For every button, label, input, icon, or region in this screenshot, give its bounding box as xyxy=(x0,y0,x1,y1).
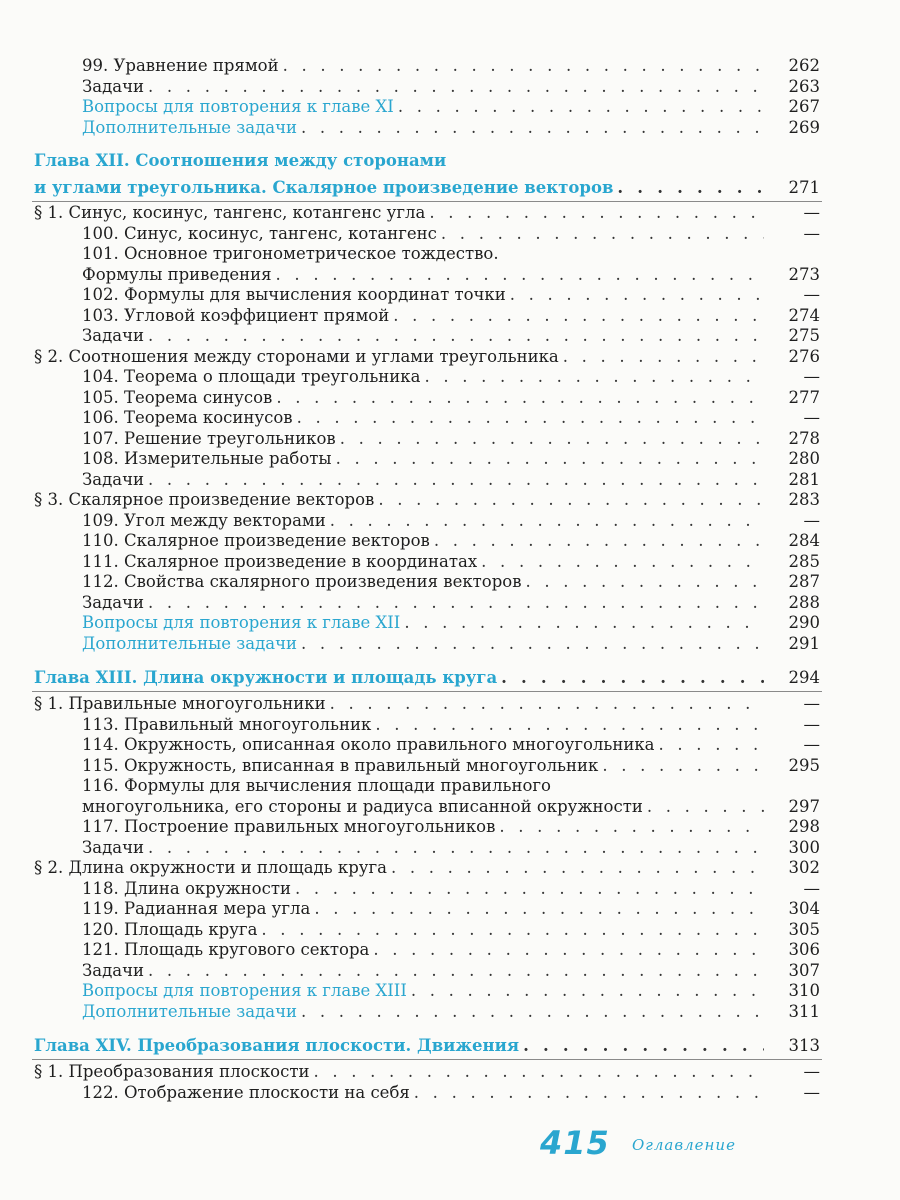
toc-entry-title: 121. Площадь кругового сектора xyxy=(82,940,370,959)
dot-leader xyxy=(295,879,764,899)
toc-entry-title: 115. Окружность, вписанная в правильный многоугольник xyxy=(82,755,599,775)
chapter-page: 313 xyxy=(788,1036,820,1055)
dot-leader xyxy=(617,178,764,198)
toc-entry-title: 111. Скалярное произведение в координатах xyxy=(82,551,478,571)
toc-entry xyxy=(82,715,820,735)
toc-entry-page: 273 xyxy=(788,264,820,284)
toc-entry xyxy=(82,920,820,940)
chapter-page: 294 xyxy=(788,668,820,687)
dot-leader xyxy=(261,920,764,940)
toc-entry-page: 290 xyxy=(788,613,820,632)
toc-entry xyxy=(82,899,820,919)
dot-leader xyxy=(563,347,764,367)
dot-leader xyxy=(301,634,764,654)
toc-entry-title: 118. Длина окружности xyxy=(82,878,291,898)
dot-leader xyxy=(375,715,764,735)
toc-entry xyxy=(82,572,820,592)
chapter-page: 271 xyxy=(788,178,820,197)
toc-entry xyxy=(82,449,820,469)
chapter-title: Глава XIV. Преобразования плоскости. Движения xyxy=(34,1036,520,1055)
toc-entry-title: Вопросы для повторения к главе XIII xyxy=(82,981,407,1000)
running-title: Оглавление xyxy=(632,1136,736,1154)
toc-entry xyxy=(82,306,820,326)
toc-chapter-heading xyxy=(34,1036,820,1056)
dot-leader xyxy=(148,593,764,613)
toc-entry xyxy=(82,531,820,551)
toc-entry-page: 306 xyxy=(788,940,820,959)
toc-entry xyxy=(82,367,820,387)
toc-section-entry xyxy=(34,490,820,510)
chapter-title-line: Глава XII. Соотношения между сторонами xyxy=(34,151,447,170)
dot-leader xyxy=(283,56,764,76)
toc-entry xyxy=(82,326,820,346)
toc-entry-page: 263 xyxy=(788,76,820,96)
dot-leader xyxy=(276,265,764,285)
chapter-title: Глава XIII. Длина окружности и площадь круга xyxy=(34,668,498,687)
toc-entry-page: 295 xyxy=(788,755,820,775)
toc-entry-title: 116. Формулы для вычисления площади правильного xyxy=(82,776,551,795)
dot-leader xyxy=(373,940,764,960)
toc-entry-page: — xyxy=(803,203,820,222)
toc-entry-title: 108. Измерительные работы xyxy=(82,449,332,468)
toc-entry xyxy=(82,940,820,960)
toc-entry-title: 119. Радианная мера угла xyxy=(82,899,311,918)
toc-entry xyxy=(82,118,820,138)
toc-entry-title: 105. Теорема синусов xyxy=(82,387,273,407)
toc-entry xyxy=(82,265,820,285)
toc-entry xyxy=(82,961,820,981)
dot-leader xyxy=(301,118,764,138)
dot-leader xyxy=(523,1036,764,1056)
toc-entry-page: 276 xyxy=(788,346,820,366)
dot-leader xyxy=(434,531,764,551)
dot-leader xyxy=(481,552,764,572)
dot-leader xyxy=(148,326,764,346)
toc-section-entry xyxy=(34,694,820,714)
toc-entry xyxy=(82,388,820,408)
dot-leader xyxy=(313,1062,764,1082)
dot-leader xyxy=(301,1002,764,1022)
toc-chapter-heading xyxy=(34,668,820,688)
dot-leader xyxy=(429,203,764,223)
dot-leader xyxy=(414,1083,764,1103)
toc-entry xyxy=(82,613,820,633)
toc-entry-title: Вопросы для повторения к главе XII xyxy=(82,613,401,632)
toc-entry-page: — xyxy=(803,878,820,898)
toc-entry xyxy=(82,1083,820,1103)
toc-entry xyxy=(82,756,820,776)
toc-entry-title: Дополнительные задачи xyxy=(82,633,297,653)
toc-entry xyxy=(82,879,820,899)
dot-leader xyxy=(276,388,764,408)
dot-leader xyxy=(602,756,764,776)
toc-entry-title: 99. Уравнение прямой xyxy=(82,56,279,75)
dot-leader xyxy=(647,797,764,817)
toc-entry-page: 310 xyxy=(788,981,820,1000)
dot-leader xyxy=(659,735,764,755)
toc-entry-page: 302 xyxy=(788,858,820,877)
chapter-divider xyxy=(32,691,822,692)
toc-entry-title: 106. Теорема косинусов xyxy=(82,408,293,427)
chapter-title: и углами треугольника. Скалярное произведение векторов xyxy=(34,178,614,197)
toc-entry-page: 281 xyxy=(788,469,820,489)
toc-entry-title: § 2. Соотношения между сторонами и углами треугольника xyxy=(34,346,559,366)
toc-entry-title: 101. Основное тригонометрическое тождество. xyxy=(82,244,499,263)
toc-section-entry xyxy=(34,1062,820,1082)
dot-leader xyxy=(330,694,764,714)
toc-entry xyxy=(82,776,820,796)
toc-entry xyxy=(82,56,820,76)
dot-leader xyxy=(148,838,764,858)
toc-entry-title: Дополнительные задачи xyxy=(82,1001,297,1021)
toc-section-entry xyxy=(34,347,820,367)
dot-leader xyxy=(340,429,764,449)
toc-entry-page: 297 xyxy=(788,796,820,816)
toc-entry-page: 304 xyxy=(788,899,820,918)
toc-entry-title: 109. Угол между векторами xyxy=(82,510,326,530)
dot-leader xyxy=(378,490,764,510)
toc-entry-title: 112. Свойства скалярного произведения векторов xyxy=(82,572,522,591)
toc-entry xyxy=(82,593,820,613)
toc-entry xyxy=(82,634,820,654)
toc-entry xyxy=(82,981,820,1001)
toc-entry-page: — xyxy=(803,694,820,713)
toc-entry xyxy=(82,77,820,97)
toc-entry-page: 298 xyxy=(788,817,820,836)
toc-entry-title: § 3. Скалярное произведение векторов xyxy=(34,490,375,509)
dot-leader xyxy=(499,817,764,837)
toc-entry-title: Формулы приведения xyxy=(82,264,272,284)
toc-entry-page: 307 xyxy=(788,960,820,980)
toc-entry xyxy=(82,408,820,428)
chapter-divider xyxy=(32,1059,822,1060)
toc-entry-page: — xyxy=(803,408,820,427)
dot-leader xyxy=(148,77,764,97)
toc-entry xyxy=(82,244,820,264)
toc-entry-title: 107. Решение треугольников xyxy=(82,428,336,448)
dot-leader xyxy=(314,899,764,919)
dot-leader xyxy=(336,449,764,469)
toc-entry-page: 280 xyxy=(788,449,820,468)
toc-entry-page: — xyxy=(803,1062,820,1081)
toc-section-entry xyxy=(34,858,820,878)
dot-leader xyxy=(297,408,764,428)
page-number: 415 xyxy=(540,1124,610,1162)
dot-leader xyxy=(330,511,764,531)
toc-entry-title: 110. Скалярное произведение векторов xyxy=(82,531,430,550)
toc-entry-title: Задачи xyxy=(82,469,145,489)
toc-entry-title: Задачи xyxy=(82,960,145,980)
toc-entry-page: 284 xyxy=(788,531,820,550)
toc-entry-title: Задачи xyxy=(82,326,145,345)
toc-entry-title: 120. Площадь круга xyxy=(82,919,258,939)
toc-entry-title: 102. Формулы для вычисления координат точки xyxy=(82,285,506,304)
dot-leader xyxy=(391,858,764,878)
toc-entry-page: 283 xyxy=(788,490,820,509)
toc-entry-title: § 1. Преобразования плоскости xyxy=(34,1062,310,1081)
toc-entry-page: 291 xyxy=(788,633,820,653)
toc-entry-page: 274 xyxy=(788,305,820,325)
dot-leader xyxy=(501,668,764,688)
toc-entry xyxy=(82,817,820,837)
toc-entry xyxy=(82,797,820,817)
toc-section-entry xyxy=(34,203,820,223)
toc-entry xyxy=(82,429,820,449)
toc-entry-title: 113. Правильный многоугольник xyxy=(82,714,372,734)
toc-entry-title: 117. Построение правильных многоугольников xyxy=(82,817,496,836)
dot-leader xyxy=(398,97,764,117)
dot-leader xyxy=(411,981,764,1001)
toc-entry-page: 305 xyxy=(788,919,820,939)
dot-leader xyxy=(148,470,764,490)
toc-entry-title: Дополнительные задачи xyxy=(82,117,297,137)
dot-leader xyxy=(393,306,764,326)
toc-entry-page: — xyxy=(803,510,820,530)
dot-leader xyxy=(404,613,764,633)
toc-entry-title: Задачи xyxy=(82,837,145,857)
toc-entry xyxy=(82,838,820,858)
toc-entry-page: 262 xyxy=(788,56,820,75)
toc-entry-page: 285 xyxy=(788,551,820,571)
dot-leader xyxy=(526,572,765,592)
toc-entry xyxy=(82,224,820,244)
toc-entry-title: 104. Теорема о площади треугольника xyxy=(82,367,421,386)
toc-entry-page: 300 xyxy=(788,837,820,857)
chapter-divider xyxy=(32,201,822,202)
toc-entry-title: многоугольника, его стороны и радиуса вписанной окружности xyxy=(82,796,643,816)
toc-entry-page: 267 xyxy=(788,97,820,116)
toc-entry xyxy=(82,97,820,117)
toc-entry-title: § 2. Длина окружности и площадь круга xyxy=(34,858,387,877)
toc-entry-page: 269 xyxy=(788,117,820,137)
toc-entry-title: Задачи xyxy=(82,592,145,612)
toc-entry-page: — xyxy=(803,223,820,243)
toc-entry-title: 114. Окружность, описанная около правильного многоугольника xyxy=(82,735,655,754)
toc-entry-title: 100. Синус, косинус, тангенс, котангенс xyxy=(82,223,437,243)
toc-entry xyxy=(82,1002,820,1022)
dot-leader xyxy=(148,961,764,981)
dot-leader xyxy=(441,224,764,244)
toc-entry-page: 288 xyxy=(788,592,820,612)
toc-entry xyxy=(82,552,820,572)
toc-entry-page: — xyxy=(803,735,820,754)
toc-entry xyxy=(82,470,820,490)
toc-entry-page: — xyxy=(803,714,820,734)
toc-entry-page: 311 xyxy=(788,1001,820,1021)
toc-entry-page: 278 xyxy=(788,428,820,448)
dot-leader xyxy=(424,367,764,387)
toc-entry-title: 122. Отображение плоскости на себя xyxy=(82,1082,410,1102)
toc-entry-page: 287 xyxy=(788,572,820,591)
toc-chapter-heading xyxy=(34,178,820,198)
dot-leader xyxy=(510,285,764,305)
toc-entry-page: — xyxy=(803,367,820,386)
toc-entry-title: Вопросы для повторения к главе XI xyxy=(82,97,394,116)
toc-entry-page: — xyxy=(803,285,820,304)
toc-entry xyxy=(82,735,820,755)
toc-entry xyxy=(82,511,820,531)
toc-entry-page: — xyxy=(803,1082,820,1102)
toc-entry-title: 103. Угловой коэффициент прямой xyxy=(82,305,390,325)
toc-entry-title: Задачи xyxy=(82,76,145,96)
toc-entry-page: 275 xyxy=(788,326,820,345)
toc-entry-title: § 1. Синус, косинус, тангенс, котангенс угла xyxy=(34,203,426,222)
toc-entry-title: § 1. Правильные многоугольники xyxy=(34,694,326,713)
toc-entry-page: 277 xyxy=(788,387,820,407)
toc-entry xyxy=(82,285,820,305)
